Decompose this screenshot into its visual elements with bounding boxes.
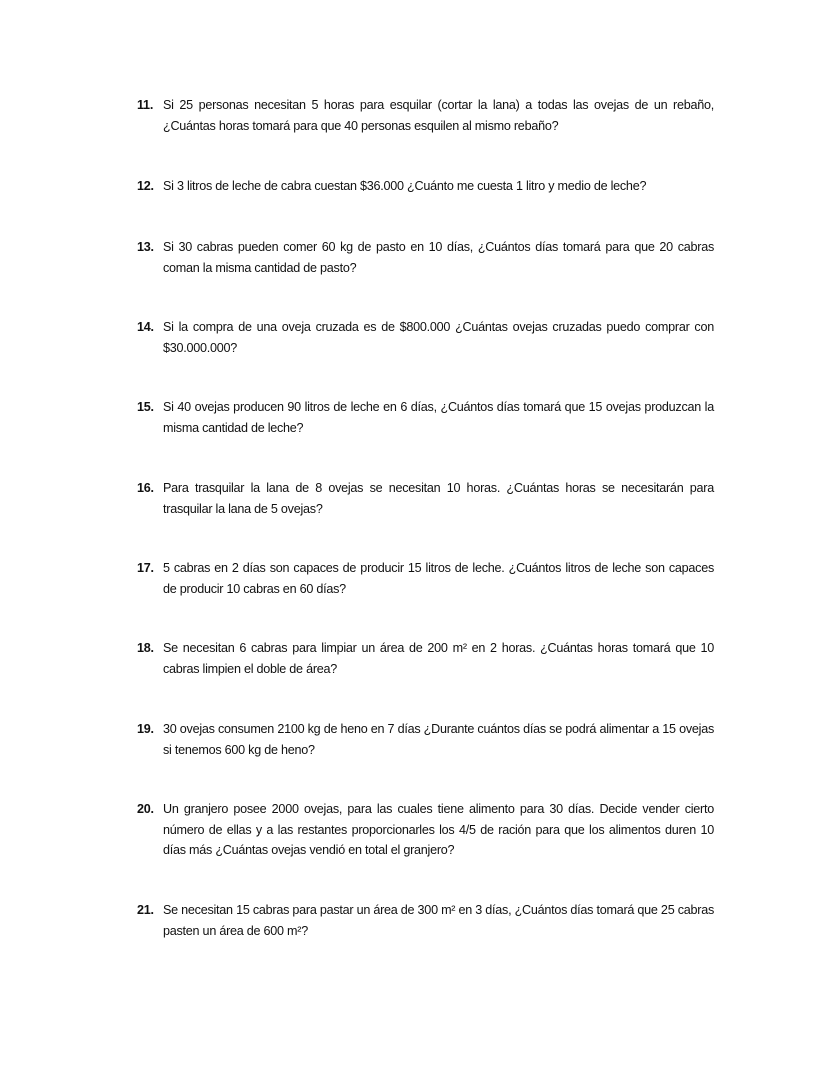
question-number: 20. bbox=[137, 802, 154, 816]
question-number: 15. bbox=[137, 400, 154, 414]
question-number: 19. bbox=[137, 722, 154, 736]
question-21 bbox=[137, 900, 714, 941]
question-text: Si 3 litros de leche de cabra cuestan $36.000 ¿Cuánto me cuesta 1 litro y medio de leche? bbox=[163, 179, 647, 193]
question-text: Si 25 personas necesitan 5 horas para esquilar (cortar la lana) a todas las ovejas de un rebaño, ¿Cuántas horas tomará para que 40 personas esquilen al mismo rebaño? bbox=[163, 98, 714, 133]
question-12 bbox=[137, 176, 714, 197]
question-number: 13. bbox=[137, 240, 154, 254]
question-text: Si la compra de una oveja cruzada es de $800.000 ¿Cuántas ovejas cruzadas puedo comprar con $30.000.000? bbox=[163, 320, 714, 355]
question-text: Se necesitan 6 cabras para limpiar un área de 200 m² en 2 horas. ¿Cuántas horas tomará que 10 cabras limpien el doble de área? bbox=[163, 641, 714, 676]
question-text: Un granjero posee 2000 ovejas, para las cuales tiene alimento para 30 días. Decide vender cierto número de ellas y a las restantes proporcionarles los 4/5 de ración para que los alimentos duren 10 días más ¿Cuántas ovejas vendió en total el granjero? bbox=[163, 802, 714, 857]
question-number: 14. bbox=[137, 320, 154, 334]
question-16 bbox=[137, 478, 714, 519]
question-18 bbox=[137, 638, 714, 679]
question-14 bbox=[137, 317, 714, 358]
question-text: Para trasquilar la lana de 8 ovejas se necesitan 10 horas. ¿Cuántas horas se necesitarán para trasquilar la lana de 5 ovejas? bbox=[163, 481, 714, 516]
question-text: Si 30 cabras pueden comer 60 kg de pasto en 10 días, ¿Cuántos días tomará para que 20 cabras coman la misma cantidad de pasto? bbox=[163, 240, 714, 275]
question-19 bbox=[137, 719, 714, 760]
question-15 bbox=[137, 397, 714, 438]
question-20 bbox=[137, 799, 714, 861]
question-number: 16. bbox=[137, 481, 154, 495]
question-11 bbox=[137, 95, 714, 136]
question-17 bbox=[137, 558, 714, 599]
question-text: Se necesitan 15 cabras para pastar un área de 300 m² en 3 días, ¿Cuántos días tomará que 25 cabras pasten un área de 600 m²? bbox=[163, 903, 714, 938]
question-text: 5 cabras en 2 días son capaces de producir 15 litros de leche. ¿Cuántos litros de leche son capaces de producir 10 cabras en 60 días? bbox=[163, 561, 714, 596]
question-number: 18. bbox=[137, 641, 154, 655]
question-text: 30 ovejas consumen 2100 kg de heno en 7 días ¿Durante cuántos días se podrá alimentar a 15 ovejas si tenemos 600 kg de heno? bbox=[163, 722, 714, 757]
question-number: 11. bbox=[137, 98, 154, 112]
question-number: 12. bbox=[137, 179, 154, 193]
question-13 bbox=[137, 237, 714, 278]
question-number: 21. bbox=[137, 903, 154, 917]
question-number: 17. bbox=[137, 561, 154, 575]
question-text: Si 40 ovejas producen 90 litros de leche en 6 días, ¿Cuántos días tomará que 15 ovejas produzcan la misma cantidad de leche? bbox=[163, 400, 714, 435]
